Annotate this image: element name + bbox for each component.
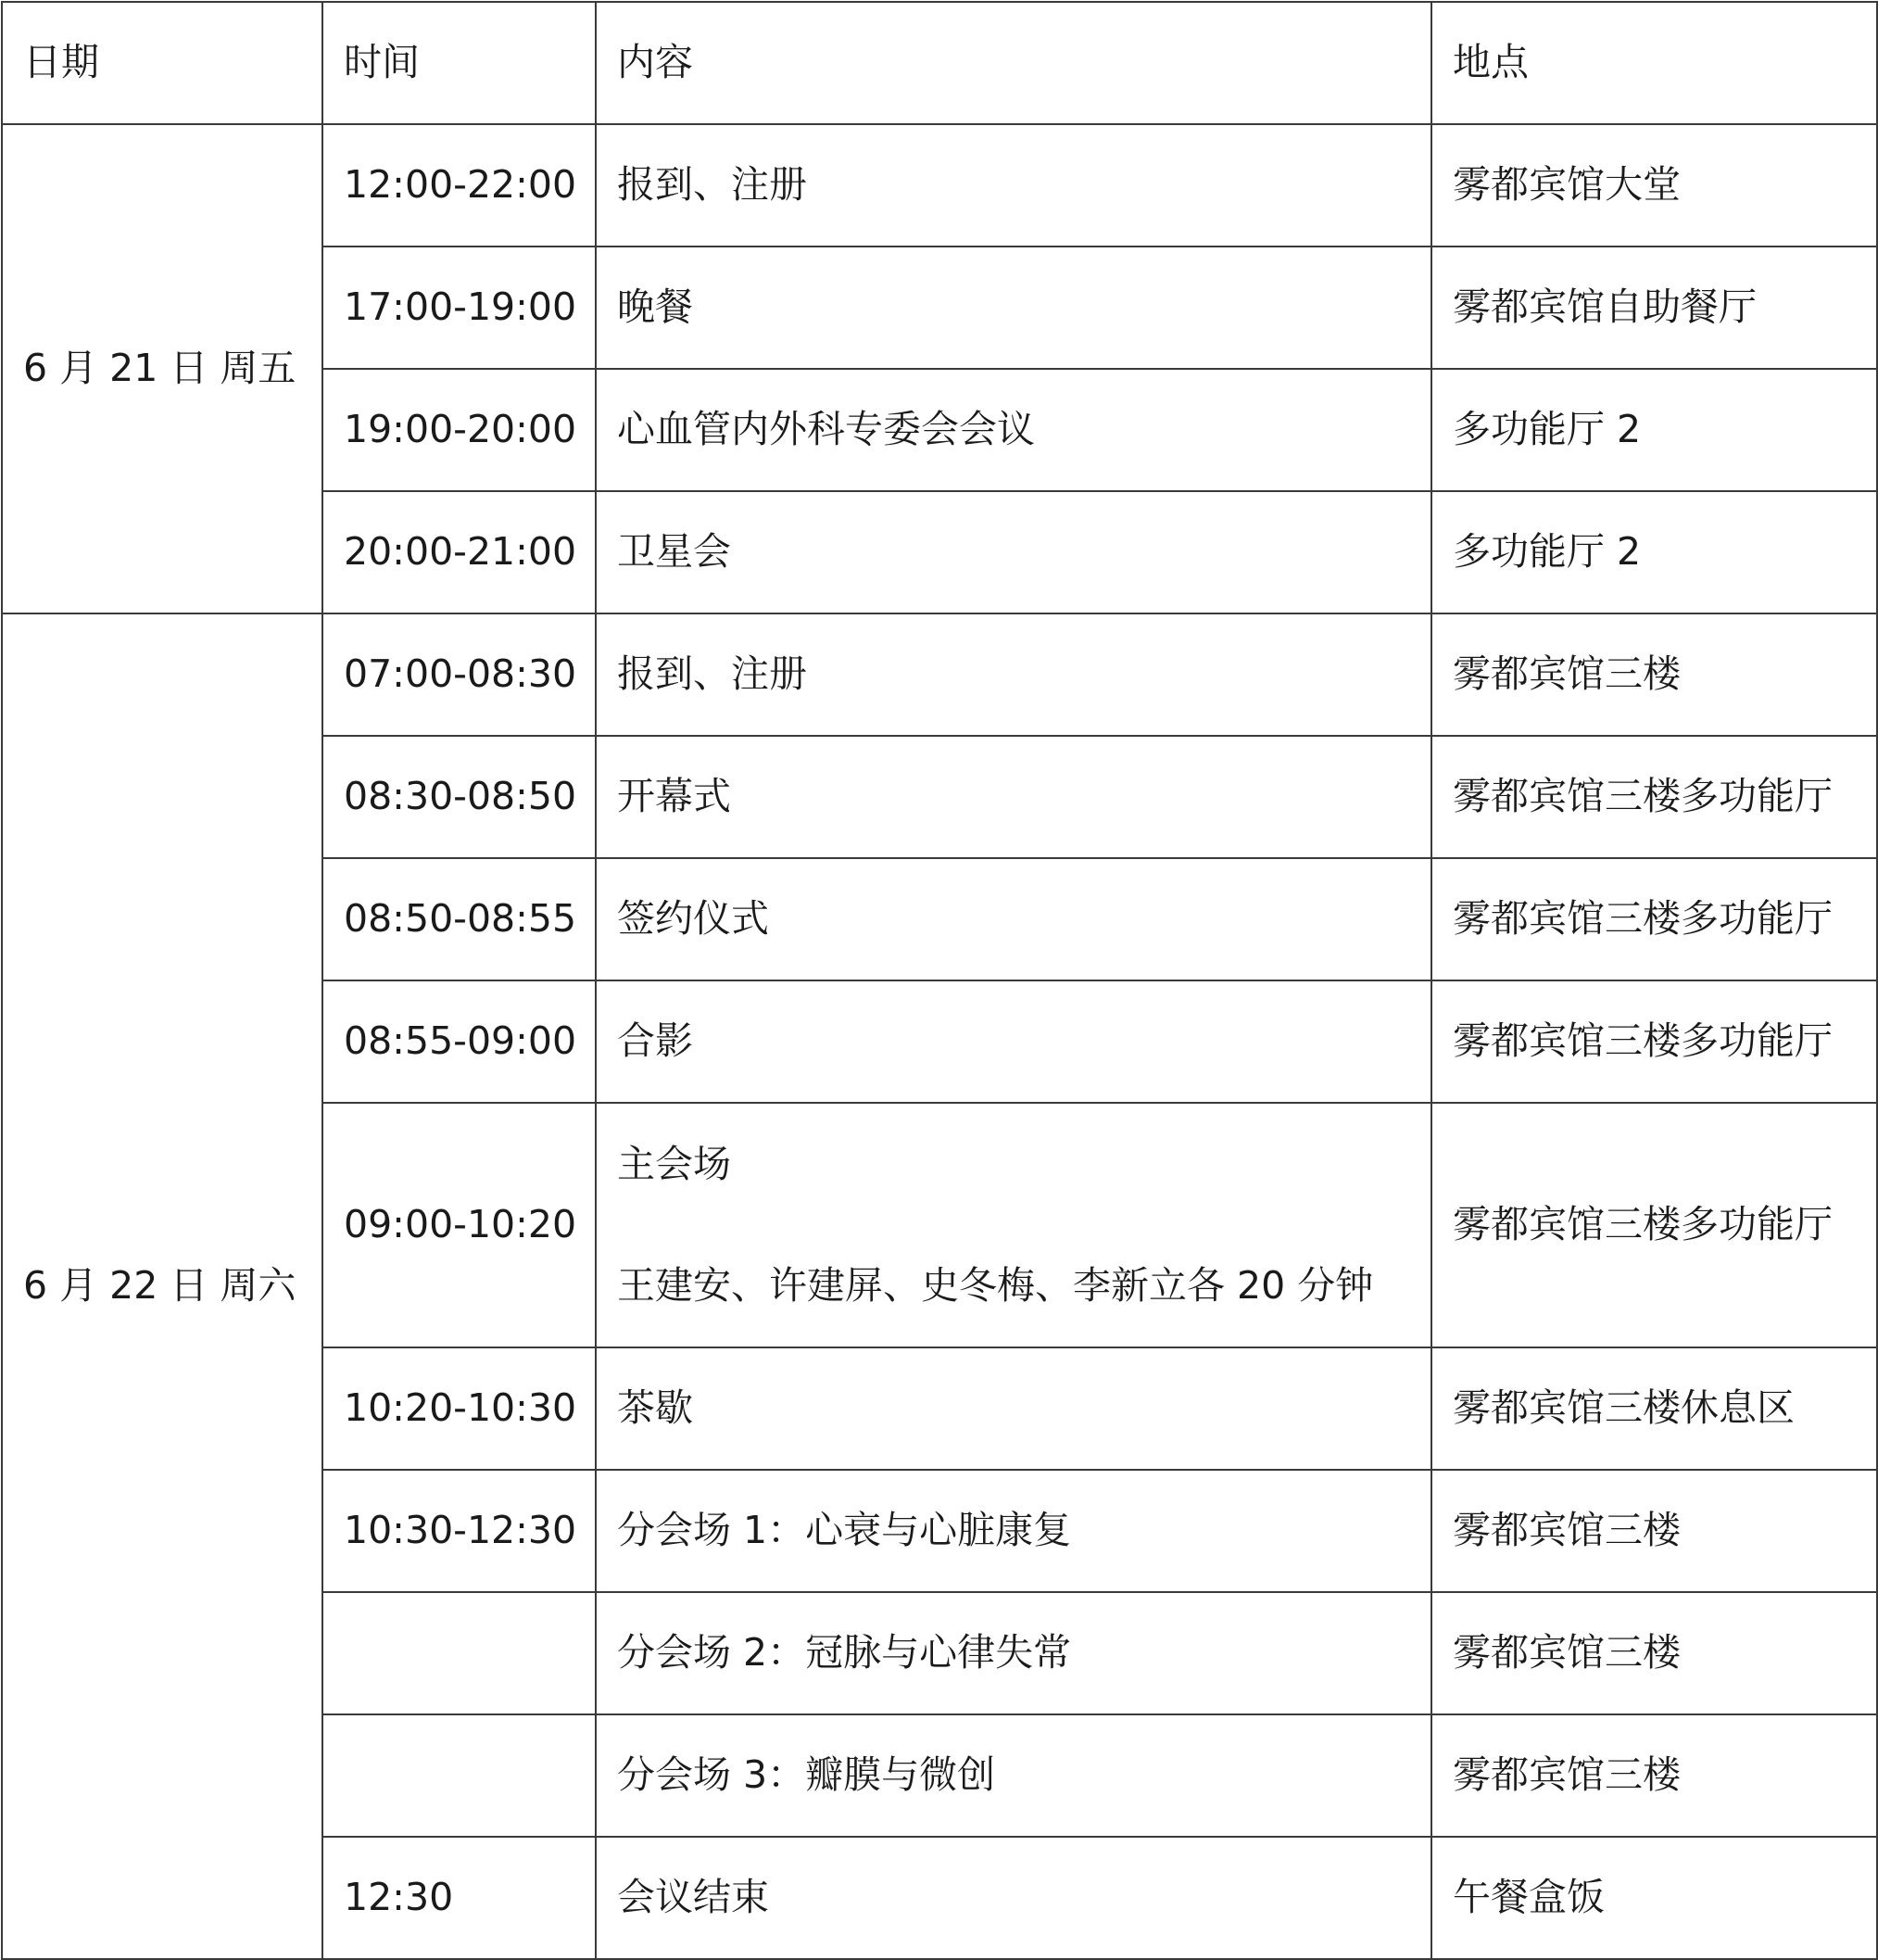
- location-cell: 雾都宾馆三楼多功能厅: [1431, 980, 1877, 1103]
- header-content: 内容: [596, 2, 1431, 124]
- time-cell: 08:55-09:00: [322, 980, 596, 1103]
- content-cell: [596, 1103, 1431, 1347]
- location-cell: 雾都宾馆三楼: [1431, 1592, 1877, 1714]
- time-cell: [322, 1714, 596, 1837]
- time-cell: 12:00-22:00: [322, 124, 596, 247]
- location-cell: 雾都宾馆三楼: [1431, 613, 1877, 736]
- table-row: [2, 613, 1877, 736]
- content-cell: 茶歇: [596, 1347, 1431, 1470]
- time-cell: 08:30-08:50: [322, 736, 596, 858]
- content-cell: 报到、注册: [596, 124, 1431, 247]
- table-row: [2, 124, 1877, 247]
- content-cell: 合影: [596, 980, 1431, 1103]
- time-cell: 09:00-10:20: [322, 1103, 596, 1347]
- content-cell: 卫星会: [596, 491, 1431, 613]
- header-row: [2, 2, 1877, 124]
- time-cell: [322, 1592, 596, 1714]
- header-location: 地点: [1431, 2, 1877, 124]
- date-cell: 6 月 22 日 周六: [2, 613, 322, 1959]
- content-cell: 会议结束: [596, 1837, 1431, 1959]
- time-cell: 12:30: [322, 1837, 596, 1959]
- time-cell: 07:00-08:30: [322, 613, 596, 736]
- date-cell: 6 月 21 日 周五: [2, 124, 322, 613]
- content-main: 主会场: [617, 1141, 731, 1186]
- location-cell: 雾都宾馆三楼: [1431, 1714, 1877, 1837]
- content-cell: 开幕式: [596, 736, 1431, 858]
- schedule-table: [1, 1, 1878, 1960]
- content-cell: 报到、注册: [596, 613, 1431, 736]
- location-cell: 多功能厅 2: [1431, 369, 1877, 491]
- time-cell: 10:20-10:30: [322, 1347, 596, 1470]
- location-cell: 雾都宾馆三楼多功能厅: [1431, 858, 1877, 980]
- content-speakers: 王建安、许建屏、史冬梅、李新立各 20 分钟: [617, 1263, 1374, 1308]
- location-cell: 雾都宾馆三楼休息区: [1431, 1347, 1877, 1470]
- location-cell: 午餐盒饭: [1431, 1837, 1877, 1959]
- content-cell: 分会场 1：心衰与心脏康复: [596, 1470, 1431, 1592]
- location-cell: 多功能厅 2: [1431, 491, 1877, 613]
- location-cell: 雾都宾馆大堂: [1431, 124, 1877, 247]
- content-cell: 晚餐: [596, 247, 1431, 369]
- location-cell: 雾都宾馆自助餐厅: [1431, 247, 1877, 369]
- time-cell: 08:50-08:55: [322, 858, 596, 980]
- content-cell: 分会场 2：冠脉与心律失常: [596, 1592, 1431, 1714]
- location-cell: 雾都宾馆三楼: [1431, 1470, 1877, 1592]
- time-cell: 10:30-12:30: [322, 1470, 596, 1592]
- time-cell: 19:00-20:00: [322, 369, 596, 491]
- location-cell: 雾都宾馆三楼多功能厅: [1431, 736, 1877, 858]
- header-date: 日期: [2, 2, 322, 124]
- content-cell: 分会场 3：瓣膜与微创: [596, 1714, 1431, 1837]
- time-cell: 20:00-21:00: [322, 491, 596, 613]
- content-cell: 签约仪式: [596, 858, 1431, 980]
- header-time: 时间: [322, 2, 596, 124]
- content-cell: 心血管内外科专委会会议: [596, 369, 1431, 491]
- location-cell: 雾都宾馆三楼多功能厅: [1431, 1103, 1877, 1347]
- time-cell: 17:00-19:00: [322, 247, 596, 369]
